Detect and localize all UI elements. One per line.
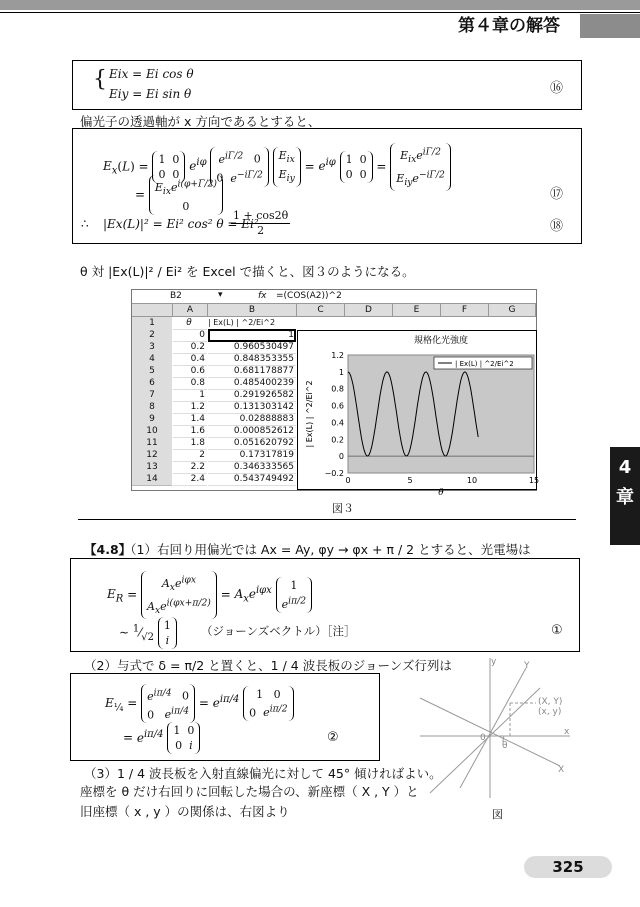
eq-quarter-wave: $E_{\frac{1}{4}} = e^{i\pi/4}$ 0 0 $e^{i\pi/4} = e^{i\pi/4}$ 1 0 0 $e^{i\pi/2}$ <box>105 684 294 723</box>
cell-b: 0.051620792 <box>208 437 296 450</box>
label-origin: 0 <box>480 733 486 743</box>
cell-a: θ <box>173 317 207 330</box>
cell-a: 2 <box>173 449 207 462</box>
rotation-diagram <box>400 648 590 808</box>
qwp-matrix-3: 1 0 0 i <box>167 722 200 754</box>
top-bar <box>0 0 640 10</box>
equation-box-1 <box>70 558 580 652</box>
paragraph-polarizer: 偏光子の透過軸が x 方向であるとすると、 <box>80 114 321 129</box>
eq-eiy: Eiy = Ei sin θ <box>109 87 192 101</box>
cell-a: 0 <box>173 329 207 342</box>
y-tick-label: 1 <box>338 367 344 377</box>
cell-a: 0.6 <box>173 365 207 378</box>
paragraph-4-8-2: （2）与式で δ = π/2 と置くと、1 / 4 波長板のジョーンズ行列は <box>84 658 452 673</box>
jones-vector: 1 i <box>158 617 177 649</box>
cell-a: 1.2 <box>173 401 207 414</box>
label-X: X <box>558 765 565 775</box>
normalized-intensity-chart <box>297 330 540 498</box>
row-number: 14 <box>132 473 172 486</box>
chapter-tab-decoration <box>580 14 640 38</box>
eq-quarter-wave-2: = $e^{i\pi/4}$ 1 0 0 i <box>123 722 200 754</box>
col-header-d: D <box>345 304 393 317</box>
formula-text: =(COS(A2))^2 <box>276 291 342 301</box>
dropdown-icon: ▾ <box>218 290 223 300</box>
polarizer-matrix: 1 0 0 0 <box>152 151 185 183</box>
x-tick-label: 10 <box>466 476 478 485</box>
row-number: 11 <box>132 437 172 450</box>
cell-b: 0.543749492 <box>208 473 296 486</box>
label-x: x <box>564 727 570 737</box>
row-number: 7 <box>132 389 172 402</box>
excel-sheet <box>131 289 540 498</box>
cell-a: 1 <box>173 389 207 402</box>
row-number: 10 <box>132 425 172 438</box>
corner-cell <box>132 304 173 317</box>
row-number: 12 <box>132 449 172 462</box>
x-axis-label: θ <box>438 488 444 498</box>
y-axis-label: | Ex(L) | ^2/Ei^2 <box>305 380 314 448</box>
eq-intensity: |Ex(L)|² = Ei² cos² θ = Ei² <box>103 217 259 231</box>
col-header-a: A <box>173 304 208 317</box>
section-divider <box>78 519 576 520</box>
label-y: y <box>491 657 497 667</box>
cell-b: 1 <box>208 329 296 342</box>
legend-label: | Ex(L) | ^2/Ei^2 <box>455 360 514 368</box>
cell-b: 0.681178877 <box>208 365 296 378</box>
paragraph-4-8-3b: 座標を θ だけ右回りに回転した場合の、新座標（ X , Y ）と <box>80 784 419 799</box>
cell-a: 0.4 <box>173 353 207 366</box>
eq-fraction <box>231 209 290 238</box>
col-header-g: G <box>489 304 536 317</box>
paragraph-excel: θ 対 |Ex(L)|² / Ei² を Excel で描くと、図３のようになる。 <box>80 264 415 279</box>
figure-3-caption: 図３ <box>332 502 354 515</box>
page-number: 325 <box>524 856 612 878</box>
therefore-symbol: ∴ <box>81 217 89 231</box>
cell-b: 0.131303142 <box>208 401 296 414</box>
brace: { <box>93 67 107 92</box>
wave-plate-matrix: $e^{i\Gamma/2}$ 0 0 $e^{-i\Gamma/2}$ <box>210 147 268 186</box>
row-number: 13 <box>132 461 172 474</box>
label-xy: (x, y) <box>538 707 562 717</box>
cell-b: 0.848353355 <box>208 353 296 366</box>
cell-a: 2.4 <box>173 473 207 486</box>
col-header-b: B <box>208 304 297 317</box>
y-tick-label: −0.2 <box>324 469 344 478</box>
chapter-title: 第４章の解答 <box>448 14 570 38</box>
y-tick-label: 0.8 <box>331 384 344 394</box>
cell-a: 2.2 <box>173 461 207 474</box>
y-tick-label: 0 <box>338 452 344 462</box>
er-unit-vector: 1 $e^{i\pi/2}$ <box>276 577 312 613</box>
equation-box-2 <box>70 673 380 761</box>
cell-a: 1.8 <box>173 437 207 450</box>
jones-label: （ジョーンズベクトル）［注］ <box>201 624 356 638</box>
side-chapter-tab <box>610 447 640 545</box>
eq-ex-matrix: $E_x(L) = 1$ 0 0 0 $e^{i\varphi}$ $e^{i\Gamma/2}$ 0 0 $e^{-i\Gamma/2}$ $E_{ix}$ $E_{iy} = e^{i\varphi}$ 1 0 0 $0 = E_{ix}e^{i\Gamma/2}$ $E_{iy}e^{-i\Gamma/2}$ <box>103 143 451 191</box>
row-number: 8 <box>132 401 172 414</box>
eq-eix: Eix = Ei cos θ <box>109 67 194 81</box>
product-vector: $E_{ix}e^{i\Gamma/2}$ $E_{iy}e^{-i\Gamma/2}$ <box>390 143 451 191</box>
label-Y: Y <box>524 661 530 671</box>
row-number: 4 <box>132 353 172 366</box>
side-tab-char: 章 <box>616 487 634 508</box>
input-vector: $E_{ix}$ $E_{iy}$ <box>273 147 301 187</box>
qwp-matrix: $e^{i\pi/4}$ 0 0 $e^{i\pi/4}$ <box>141 684 195 723</box>
row-number: 9 <box>132 413 172 426</box>
cell-a: 0.2 <box>173 341 207 354</box>
paragraph-4-8-1: （1）右回り用偏光では Ax = Ay, φy → φx + π / 2 とすると、光電場は <box>124 542 531 557</box>
cell-b: 0.291926582 <box>208 389 296 402</box>
x-tick-label: 5 <box>407 476 413 485</box>
cell-b: 0.346333565 <box>208 461 296 474</box>
row-number: 5 <box>132 365 172 378</box>
equation-number-16: ⑯ <box>550 81 564 96</box>
y-tick-label: 0.2 <box>331 435 344 445</box>
qwp-matrix-2: 1 0 0 $e^{i\pi/2}$ <box>243 686 293 722</box>
cell-b: 0.000852612 <box>208 425 296 438</box>
cell-b: 0.960530497 <box>208 341 296 354</box>
section-label-4-8: 【4.8】 <box>84 542 132 557</box>
chart-title: 規格化光強度 <box>413 336 469 346</box>
row-number: 3 <box>132 341 172 354</box>
er-vector: $A_xe^{i\varphi x}$ $A_xe^{i(\varphi x+\pi/2)}$ <box>141 571 217 619</box>
x-tick-label: 0 <box>345 476 351 485</box>
equation-number-17: ⑰ <box>550 187 564 202</box>
fraction-numerator: 1 + cos2θ <box>233 209 289 222</box>
equation-box-17-18 <box>72 128 582 244</box>
equation-number-18: ⑱ <box>550 219 564 234</box>
Y-axis-rotated <box>460 668 526 788</box>
paragraph-4-8-3c: 旧座標（ x , y ）の関係は、右図より <box>80 804 290 819</box>
x-tick-label: 15 <box>528 476 540 485</box>
eq-result-vector: = $E_{ix}e^{i(\varphi+\Gamma/2)}$ 0 <box>135 175 223 215</box>
label-XY: (X, Y) <box>538 697 563 707</box>
polarizer-matrix-2: 1 0 0 0 <box>340 151 373 183</box>
cell-b: | Ex(L) | ^2/Ei^2 <box>208 317 296 330</box>
side-tab-number: 4 <box>618 457 632 478</box>
eq-er: $E_R = A_xe^{i\varphi x}$ $A_xe^{i(\varphi x+\pi/2)} = A_xe^{i\varphi x}$ 1 $e^{i\pi/2}$ <box>107 571 312 619</box>
eq-jones-vector: ∼ $^1⁄_{√2}$ 1 i <box>119 617 177 649</box>
result-vector: $E_{ix}e^{i(\varphi+\Gamma/2)}$ 0 <box>149 175 223 215</box>
cell-a: 1.6 <box>173 425 207 438</box>
col-header-e: E <box>393 304 441 317</box>
y-tick-label: 0.6 <box>331 401 344 411</box>
equation-number-1: ① <box>551 623 563 638</box>
fraction-denominator: 2 <box>257 224 265 237</box>
chart-svg <box>298 331 540 498</box>
plot-area <box>348 355 534 473</box>
fx-icon: fx <box>258 291 267 301</box>
col-header-c: C <box>297 304 345 317</box>
cell-a: 0.8 <box>173 377 207 390</box>
equation-box-16 <box>72 60 582 110</box>
row-number: 6 <box>132 377 172 390</box>
cell-b: 0.02888883 <box>208 413 296 426</box>
row-number: 1 <box>132 317 172 330</box>
y-tick-label: 0.4 <box>331 418 344 428</box>
diagram-caption: 図 <box>492 808 503 821</box>
cell-reference: B2 <box>170 291 182 301</box>
label-theta: θ <box>502 741 508 751</box>
col-header-f: F <box>441 304 489 317</box>
cell-a: 1.4 <box>173 413 207 426</box>
cell-b: 0.485400239 <box>208 377 296 390</box>
paragraph-4-8-3: （3）1 / 4 波長板を入射直線偏光に対して 45° 傾ければよい。 <box>84 766 442 781</box>
row-number: 2 <box>132 329 172 342</box>
formula-bar <box>132 290 536 304</box>
equation-number-2: ② <box>327 730 339 745</box>
y-tick-label: 1.2 <box>331 351 344 360</box>
cell-b: 0.17317819 <box>208 449 296 462</box>
